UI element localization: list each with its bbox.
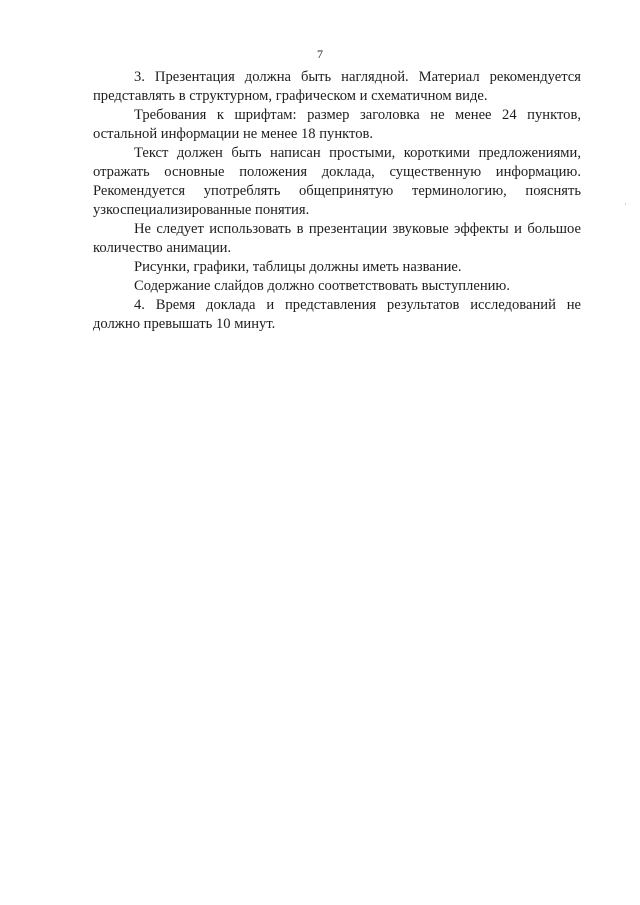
paragraph-slide-content: Содержание слайдов должно соответствовать выступлению. bbox=[134, 278, 510, 294]
paragraph-presentation-clarity: 3. Презентация должна быть наглядной. Материал рекомендуется представлять в структурном, графическом и схематичном виде. bbox=[93, 69, 581, 104]
document-body bbox=[93, 68, 581, 334]
paragraph-text-style: Текст должен быть написан простыми, короткими предложениями, отражать основные положения доклада, существенную информацию. Рекомендуется употреблять общепринятую терминологию, пояснять узкоспециализированные понятия. bbox=[93, 145, 581, 218]
paragraph-figures-titles: Рисунки, графики, таблицы должны иметь название. bbox=[134, 259, 462, 275]
margin-mark: · bbox=[624, 200, 627, 209]
paragraph-font-requirements: Требования к шрифтам: размер заголовка не менее 24 пунктов, остальной информации не менее 18 пунктов. bbox=[93, 107, 581, 142]
paragraph-report-time: 4. Время доклада и представления результатов исследований не должно превышать 10 минут. bbox=[93, 297, 581, 332]
paragraph-effects-animation: Не следует использовать в презентации звуковые эффекты и большое количество анимации. bbox=[93, 221, 581, 256]
page-number: 7 bbox=[317, 47, 323, 61]
